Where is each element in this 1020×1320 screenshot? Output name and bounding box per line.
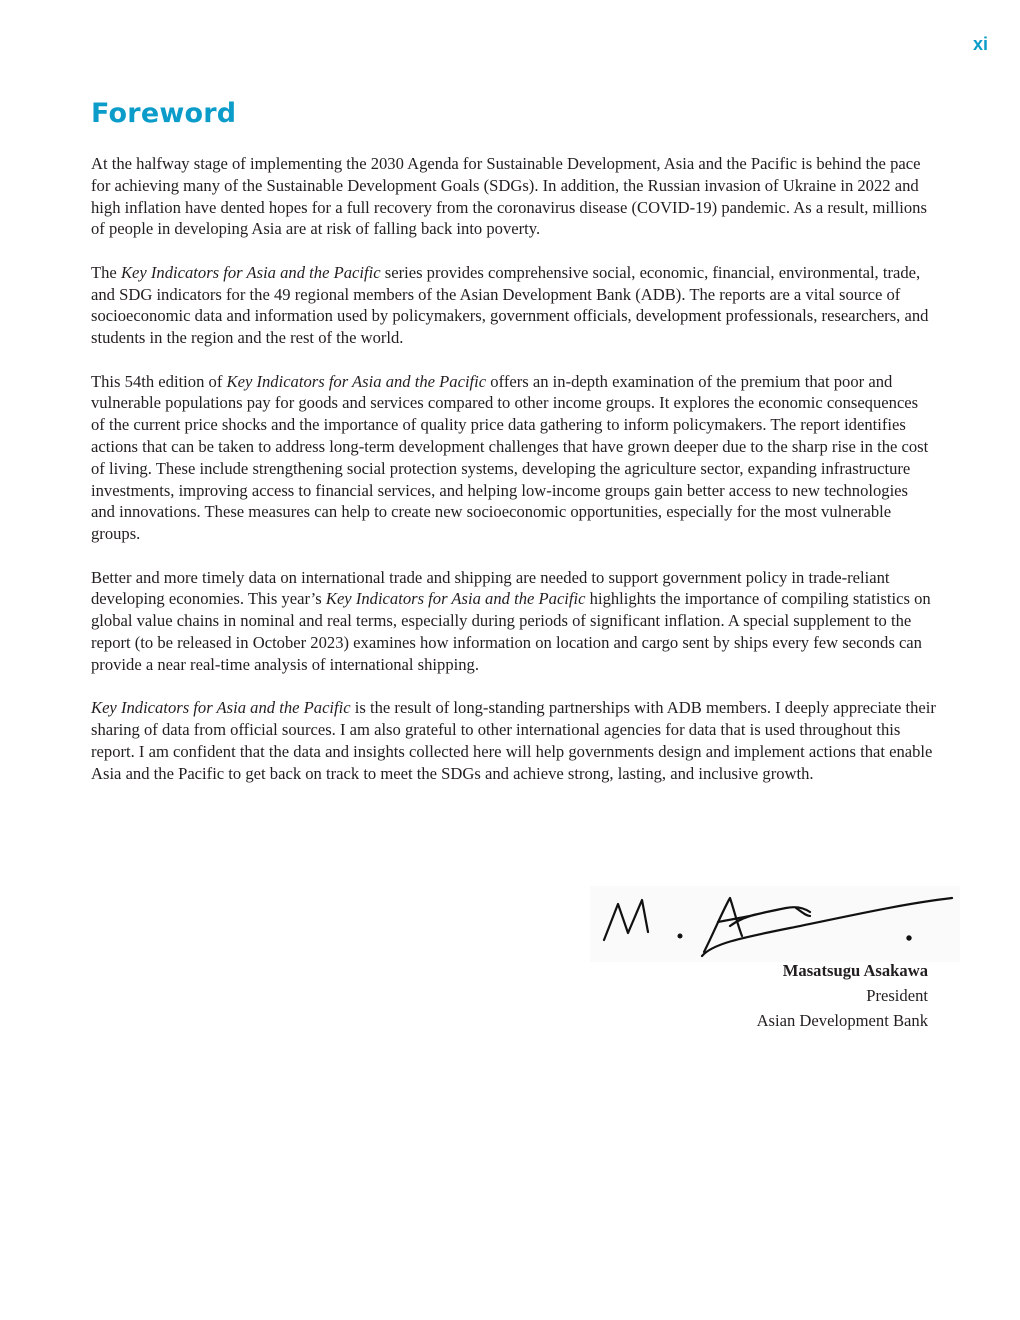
report-title-italic: Key Indicators for Asia and the Pacific [226, 371, 487, 391]
paragraph-2-before: The [91, 262, 121, 282]
page-number: xi [972, 34, 988, 54]
foreword-body [91, 153, 936, 806]
paragraph-2 [91, 262, 936, 349]
paragraph-4-after: highlights the importance of compiling statistics on global value chains in nominal and real terms, especially during periods of significant inflation. A special supplement to the report (to be released in October 2023) examines how information on location and cargo sent by ships every few seconds can provide a near real-time analysis of international shipping. [91, 589, 931, 674]
signer-name: Masatsugu Asakawa [782, 961, 928, 980]
paragraph-3 [91, 371, 936, 545]
paragraph-5-after: is the result of long-standing partnerships with ADB members. I deeply appreciate their sharing of data from official sources. I am also grateful to other international agencies for data that is used throughout this report. I am confident that the data and insights collected here will help governments design and implement actions that enable Asia and the Pacific to get back on track to meet the SDGs and achieve strong, lasting, and inclusive growth. [91, 698, 936, 783]
report-title-italic: Key Indicators for Asia and the Pacific [325, 589, 586, 609]
paragraph-3-after: offers an in-depth examination of the premium that poor and vulnerable populations pay for goods and services compared to other income groups. It explores the economic consequences of the current price shocks and the importance of quality price data gathering to inform policymakers. The report identifies actions that can be taken to address long-term development challenges that have grown deeper due to the sharp rise in the cost of living. These include strengthening social protection systems, developing the agriculture sector, expanding infrastructure investments, improving access to financial services, and helping low-income groups gain better access to new technologies and innovations. These measures can help to create new socioeconomic opportunities, especially for the most vulnerable groups. [91, 371, 929, 544]
paragraph-1 [91, 153, 936, 240]
paragraph-3-before: This 54th edition of [91, 371, 227, 391]
paragraph-4-before: Better and more timely data on international trade and shipping are needed to support government policy in trade-reliant developing economies. This year’s [91, 567, 890, 609]
signer-position: President [866, 986, 928, 1005]
signer-organization: Asian Development Bank [756, 1011, 928, 1030]
paragraph-4 [91, 567, 936, 676]
paragraph-5 [91, 697, 936, 784]
page-title: Foreword [91, 98, 237, 129]
signer-block [757, 958, 928, 1033]
report-title-italic: Key Indicators for Asia and the Pacific [91, 698, 351, 718]
report-title-italic: Key Indicators for Asia and the Pacific [120, 262, 381, 282]
signature-icon [590, 886, 960, 962]
paragraph-1-text: At the halfway stage of implementing the 2030 Agenda for Sustainable Development, Asia and the Pacific is behind the pace for achieving many of the Sustainable Development Goals (SDGs). In addition, the Russian invasion of Ukraine in 2022 and high inflation have dented hopes for a full recovery from the coronavirus disease (COVID-19) pandemic. As a result, millions of people in developing Asia are at risk of falling back into poverty. [91, 154, 927, 239]
paragraph-2-after: series provides comprehensive social, economic, financial, environmental, trade, and SDG indicators for the 49 regional members of the Asian Development Bank (ADB). The reports are a vital source of socioeconomic data and information used by policymakers, government officials, development professionals, researchers, and students in the region and the rest of the world. [91, 262, 929, 348]
